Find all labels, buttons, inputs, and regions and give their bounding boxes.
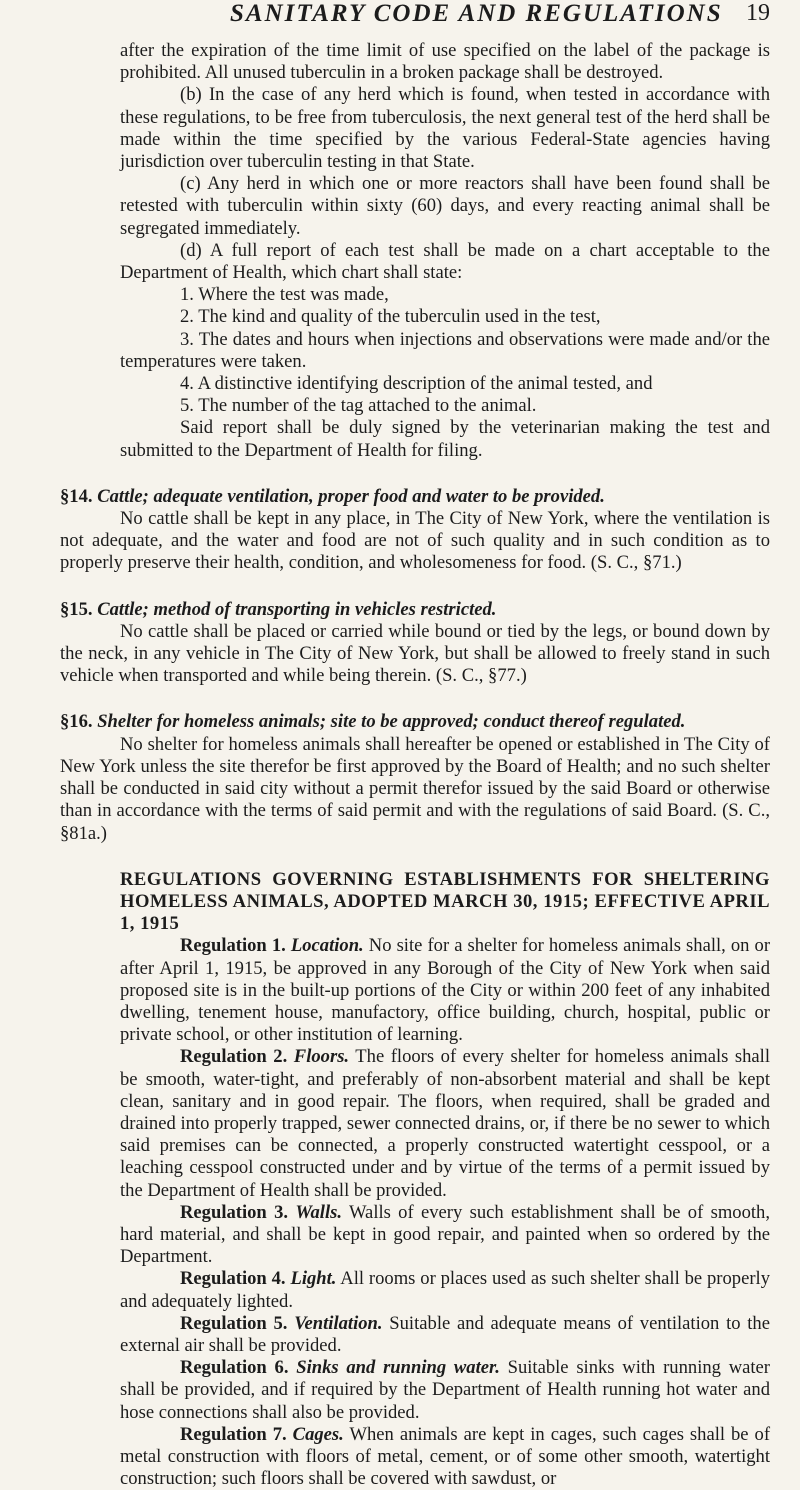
paragraph-b: (b) In the case of any herd which is found, when tested in accordance with these regulations, to be free from tuberculosis, the next general test of the herd shall be made within the time specified by the various Federal-State agencies having jurisdiction over tuberculin testing in that State. [120,84,770,173]
section-14 [60,486,770,575]
regulation-body: Suitable sinks with running water shall be provided, and if required by the Department of Health running hot water and hose connections shall also be provided. [120,1357,770,1423]
regulation-label: Regulation 2. [180,1046,288,1068]
list-item: 1. Where the test was made, [180,284,389,306]
regulation-5 [120,1313,770,1357]
section-heading [60,486,770,508]
section-15 [60,599,770,688]
list-item: 3. The dates and hours when injections and observations were made and/or the temperatures were taken. [120,328,770,372]
section-title: Cattle; method of transporting in vehicles restricted. [97,598,497,620]
regulation-body: Suitable and adequate means of ventilation to the external air shall be provided. [120,1312,770,1356]
regulation-title: Cages. [292,1423,344,1445]
regulation-title: Floors. [293,1046,350,1068]
section-number: §16. [60,711,93,733]
regulation-label: Regulation 7. [180,1423,287,1445]
intro-block [60,40,770,462]
regulation-body: No site for a shelter for homeless animals shall, on or after April 1, 1915, be approved in any Borough of the City of New York when said proposed site is in the built-up portions of the City or within 200 feet of any inhabited dwelling, tenement house, manufactory, office building, church, hospital, public or private school, or other institution of learning. [120,935,771,1046]
section-16 [60,711,770,844]
regulation-title: Ventilation. [294,1312,383,1334]
regulation-title: Light. [290,1268,337,1290]
regulation-4 [120,1268,770,1312]
regulation-label: Regulation 4. [180,1268,286,1290]
section-body: No shelter for homeless animals shall hereafter be opened or established in The City of New York unless the site therefor be first approved by the Board of Health; and no such shelter shall be conducted in said city without a permit therefor issued by the said Board or otherwise than in accordance with the terms of said permit and with the regulations of said Board. (S. C., §81a.) [60,733,770,844]
continuation-paragraph: after the expiration of the time limit of use specified on the label of the package is prohibited. All unused tuberculin in a broken package shall be destroyed. [120,40,770,84]
regulation-title: Sinks and running water. [296,1357,500,1379]
section-body: No cattle shall be kept in any place, in The City of New York, where the ventilation is not adequate, and the water and food are not of such quality and in such condition as to properly preserve their health, condition, and wholesomeness for food. (S. C., §71.) [60,508,770,574]
section-body: No cattle shall be placed or carried while bound or tied by the legs, or bound down by the neck, in any vehicle in The City of New York, but shall be allowed to freely stand in such vehicle when transported and while being therein. (S. C., §77.) [60,620,770,687]
regulation-7 [120,1424,770,1490]
paragraph-c: (c) Any herd in which one or more reactors shall have been found shall be retested with tuberculin within sixty (60) days, and every reacting animal shall be segregated immediately. [120,173,770,239]
section-heading [60,711,770,733]
regulation-label: Regulation 6. [180,1357,289,1379]
section-title: Shelter for homeless animals; site to be approved; conduct thereof regulated. [97,711,686,733]
regulation-6 [120,1357,770,1424]
list-item: 4. A distinctive identifying description of the animal tested, and [180,373,653,395]
body-text [60,40,770,1490]
report-paragraph: Said report shall be duly signed by the veterinarian making the test and submitted to the Department of Health for filing. [120,417,770,461]
regulation-label: Regulation 1. [180,935,286,957]
regulations-block [60,869,770,1490]
paragraph-d: (d) A full report of each test shall be made on a chart acceptable to the Department of Health, which chart shall state: [120,239,770,284]
page-header [0,0,800,40]
section-title: Cattle; adequate ventilation, proper food and water to be provided. [97,485,605,507]
list-item: 2. The kind and quality of the tuberculin used in the test, [180,306,601,328]
regulation-body: When animals are kept in cages, such cages shall be of metal construction with floors of metal, cement, or of some other smooth, watertight construction; such floors shall be covered with sawdust, or [120,1423,771,1490]
regulation-label: Regulation 3. [180,1201,289,1223]
regulation-body: All rooms or places used as such shelter shall be properly and adequately lighted. [120,1268,770,1312]
page-number: 19 [746,0,770,26]
regulation-2 [120,1046,770,1201]
section-heading [60,599,770,621]
regulation-body: Walls of every such establishment shall be of smooth, hard material, and shall be kept in good repair, and painted when so ordered by the Department. [120,1201,770,1268]
regulation-body: The floors of every shelter for homeless animals shall be smooth, water-tight, and preferably of non-absorbent material and shall be kept clean, sanitary and in good repair. The floors, when required, shall be graded and drained into properly trapped, sewer connected drains, or, if there be no sewer to which said premises can be connected, a properly constructed watertight cesspool, or a leaching cesspool constructed under and by virtue of the terms of a permit issued by the Department of Health shall be provided. [120,1046,771,1201]
running-title: SANITARY CODE AND REGULATIONS [230,0,723,27]
regulations-heading: REGULATIONS GOVERNING ESTABLISHMENTS FOR SHELTERING HOMELESS ANIMALS, ADOPTED MARCH 30, 1915; EFFECTIVE APRIL 1, 1915 [120,868,770,935]
regulation-3 [120,1202,770,1269]
section-number: §14. [60,485,93,507]
regulation-title: Walls. [295,1201,343,1223]
regulation-label: Regulation 5. [180,1312,288,1334]
regulation-1 [120,935,770,1046]
list-item: 5. The number of the tag attached to the animal. [180,395,537,417]
regulation-title: Location. [290,935,364,957]
section-number: §15. [60,598,93,620]
